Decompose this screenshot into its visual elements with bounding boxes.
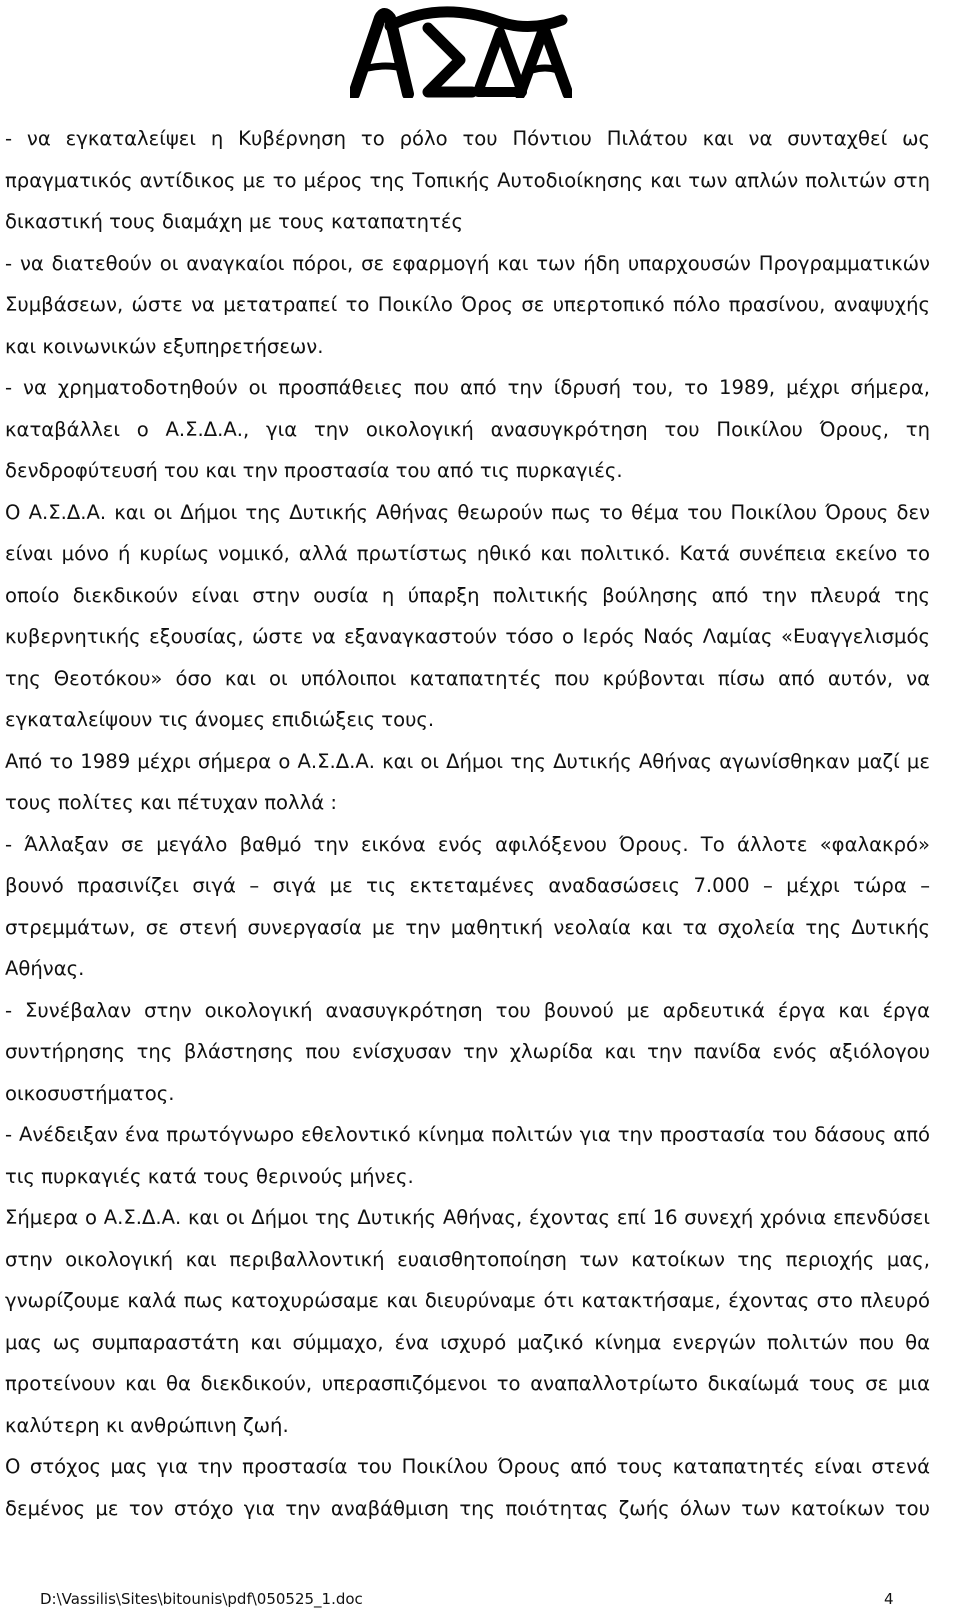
text-line: - Ανέδειξαν ένα πρωτόγνωρο εθελοντικό κίνημα πολιτών για την προστασία του δάσους από	[5, 1123, 930, 1146]
text-line: και κοινωνικών εξυπηρετήσεων.	[5, 334, 324, 358]
text-line: οικοσυστήματος.	[5, 1081, 175, 1105]
text-line: συντήρησης της βλάστησης που ενίσχυσαν την χλωρίδα και την πανίδα ενός αξιόλογου	[5, 1040, 930, 1063]
text-line: - Άλλαξαν σε μεγάλο βαθμό την εικόνα ενός αφιλόξενου Όρους. Το άλλοτε «φαλακρό»	[5, 832, 930, 856]
footer-page-number: 4	[884, 1590, 894, 1608]
text-line: βουνό πρασινίζει σιγά – σιγά με τις εκτεταμένες αναδασώσεις 7.000 – μέχρι τώρα –	[5, 874, 930, 897]
text-line: Σήμερα ο Α.Σ.Δ.Α. και οι Δήμοι της Δυτικής Αθήνας, έχοντας επί 16 συνεχή χρόνια επενδύσει	[5, 1206, 930, 1229]
text-line: τις πυρκαγιές κατά τους θερινούς μήνες.	[5, 1164, 414, 1188]
paragraph	[5, 492, 930, 741]
text-line: μας ως συμπαραστάτη και σύμμαχο, ένα ισχυρό μαζικό κίνημα ενεργών πολιτών που θα	[5, 1330, 930, 1354]
text-line: Αθήνας.	[5, 957, 85, 980]
text-line: Ο στόχος μας για την προστασία του Ποικίλου Όρους από τους καταπατητές είναι στενά	[5, 1455, 930, 1478]
asda-logo	[350, 6, 572, 98]
text-line: στην οικολογική και περιβαλλοντική ευαισθητοποίηση των κατοίκων της περιοχής μας,	[5, 1247, 930, 1271]
text-line: γνωρίζουμε καλά πως κατοχυρώσαμε και διευρύναμε ότι κατακτήσαμε, έχοντας στο πλευρό	[5, 1289, 930, 1312]
text-line: Συμβάσεων, ώστε να μετατραπεί το Ποικίλο Όρος σε υπερτοπικό πόλο πρασίνου, αναψυχής	[5, 293, 930, 316]
text-line: κυβερνητικής εξουσίας, ώστε να εξαναγκαστούν τόσο ο Ιερός Ναός Λαμίας «Ευαγγελισμός	[5, 625, 930, 648]
paragraph	[5, 243, 930, 368]
paragraph	[5, 118, 930, 243]
text-line: Ο Α.Σ.Δ.Α. και οι Δήμοι της Δυτικής Αθήνας θεωρούν πως το θέμα του Ποικίλου Όρους δεν	[5, 500, 930, 524]
asda-logo-graphic	[350, 6, 572, 98]
paragraph	[5, 1446, 930, 1529]
paragraph	[5, 824, 930, 990]
text-line: καλύτερη κι ανθρώπινη ζωή.	[5, 1413, 289, 1437]
text-line: εγκαταλείψουν τις άνομες επιδιώξεις τους.	[5, 708, 435, 731]
document-body	[5, 118, 930, 1529]
text-line: είναι μόνο ή κυρίως νομικό, αλλά πρωτίστως ηθικό και πολιτικό. Κατά συνέπεια εκείνο το	[5, 542, 930, 565]
text-line: Από το 1989 μέχρι σήμερα ο Α.Σ.Δ.Α. και οι Δήμοι της Δυτικής Αθήνας αγωνίσθηκαν μαζί με	[5, 749, 930, 773]
text-line: της Θεοτόκου» όσο και οι υπόλοιποι καταπατητές που κρύβονται πίσω από αυτόν, να	[5, 666, 930, 690]
paragraph	[5, 367, 930, 492]
text-line: δενδροφύτευσή του και την προστασία του από τις πυρκαγιές.	[5, 459, 623, 482]
text-line: - να διατεθούν οι αναγκαίοι πόροι, σε εφαρμογή και των ήδη υπαρχουσών Προγραμματικών	[5, 251, 930, 275]
text-line: δεμένος με τον στόχο για την αναβάθμιση της ποιότητας ζωής όλων των κατοίκων του	[5, 1496, 930, 1520]
footer-file-path: D:\Vassilis\Sites\bitounis\pdf\050525_1.doc	[40, 1590, 363, 1608]
text-line: πραγματικός αντίδικος με το μέρος της Τοπικής Αυτοδιοίκησης και των απλών πολιτών στη	[5, 168, 930, 192]
paragraph	[5, 1197, 930, 1446]
paragraph	[5, 990, 930, 1115]
text-line: τους πολίτες και πέτυχαν πολλά :	[5, 791, 337, 814]
paragraph	[5, 741, 930, 824]
text-line: - να εγκαταλείψει η Κυβέρνηση το ρόλο του Πόντιου Πιλάτου και να συνταχθεί ως	[5, 127, 930, 150]
text-line: οποίο διεκδικούν είναι στην ουσία η ύπαρξη πολιτικής βούλησης από την πλευρά της	[5, 583, 930, 607]
text-line: καταβάλλει ο Α.Σ.Δ.Α., για την οικολογική ανασυγκρότηση του Ποικίλου Όρους, τη	[5, 417, 930, 441]
text-line: - Συνέβαλαν στην οικολογική ανασυγκρότηση του βουνού με αρδευτικά έργα και έργα	[5, 998, 930, 1022]
text-line: - να χρηματοδοτηθούν οι προσπάθειες που από την ίδρυσή του, το 1989, μέχρι σήμερα,	[5, 376, 930, 399]
paragraph	[5, 1114, 930, 1197]
text-line: προτείνουν και θα διεκδικούν, υπερασπιζόμενοι το αναπαλλοτρίωτο δικαίωμά τους σε μια	[5, 1372, 930, 1395]
text-line: δικαστική τους διαμάχη με τους καταπατητές	[5, 210, 463, 233]
text-line: στρεμμάτων, σε στενή συνεργασία με την μαθητική νεολαία και τα σχολεία της Δυτικής	[5, 915, 930, 939]
